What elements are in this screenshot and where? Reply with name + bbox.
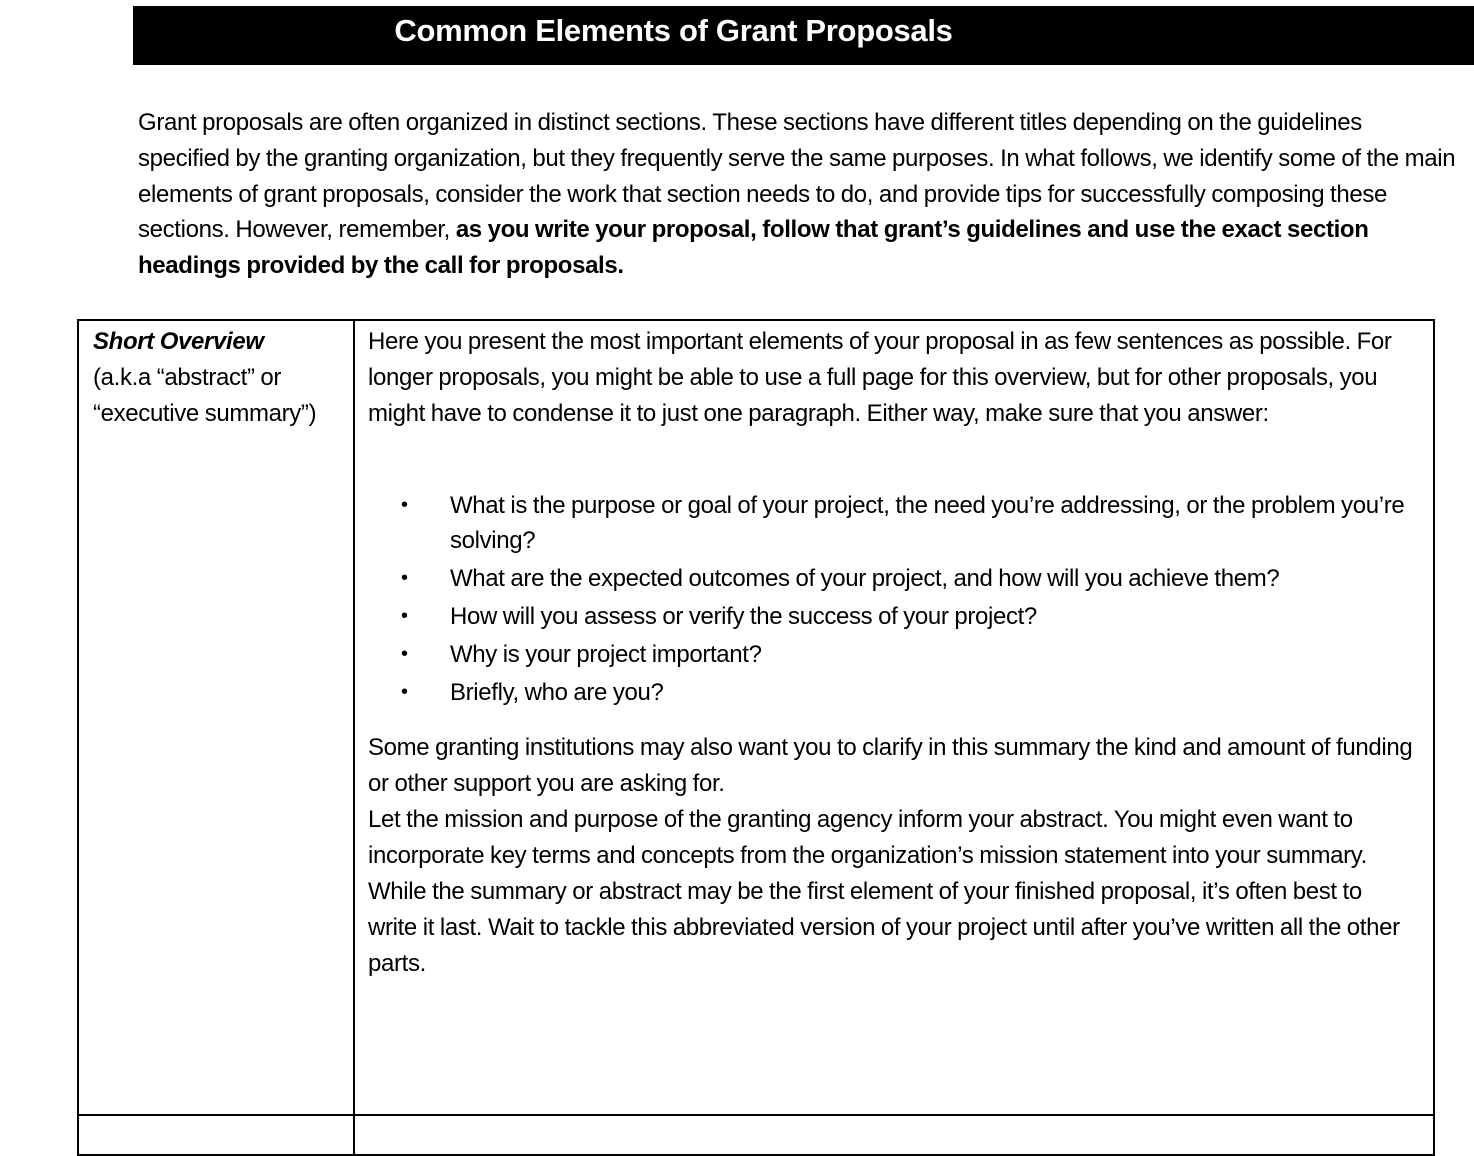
section-subtitle: (a.k.a “abstract” or “executive summary”) <box>93 364 317 427</box>
section-content-cell <box>354 1115 1434 1155</box>
bullet-icon: • <box>401 643 408 665</box>
table-row-next <box>78 1115 1434 1155</box>
paragraph-block <box>368 730 1413 982</box>
question-list <box>368 488 1413 710</box>
list-item-text: Why is your project important? <box>450 641 762 668</box>
intro-emphasis: as you write your proposal, follow that grant’s guidelines and use the exact section headings provided by the call for proposals. <box>138 216 1369 280</box>
list-item-text: How will you assess or verify the success of your project? <box>450 603 1037 630</box>
list-item <box>368 599 1413 634</box>
title-banner <box>133 6 1474 65</box>
table-row-short-overview <box>78 320 1434 1115</box>
list-item-text: What is the purpose or goal of your project, the need you’re addressing, or the problem you’re solving? <box>450 492 1405 554</box>
list-item <box>368 488 1413 558</box>
list-item <box>368 637 1413 672</box>
bullet-icon: • <box>401 681 408 703</box>
section-label-cell <box>78 1115 354 1155</box>
spacer <box>368 432 1413 468</box>
list-item <box>368 675 1413 710</box>
bullet-icon: • <box>401 605 408 627</box>
list-item-text: Briefly, who are you? <box>450 679 664 706</box>
list-item <box>368 561 1413 596</box>
paragraph-funding: Some granting institutions may also want you to clarify in this summary the kind and amount of funding or other support you are asking for. <box>368 734 1413 797</box>
paragraph-mission: Let the mission and purpose of the granting agency inform your abstract. You might even want to incorporate key terms and concepts from the organization’s mission statement into your summary. <box>368 806 1367 869</box>
section-content-cell <box>354 320 1434 1115</box>
section-title: Short Overview <box>93 328 264 355</box>
section-intro: Here you present the most important elements of your proposal in as few sentences as possible. For longer proposals, you might be able to use a full page for this overview, but for other proposals, you might have to condense it to just one paragraph. Either way, make sure that you answer: <box>368 328 1392 427</box>
intro-text: Grant proposals are often organized in distinct sections. These sections have different titles depending on the guidelines specified by the granting organization, but they frequently serve the same purposes. In what follows, we identify some of the main elements of grant proposals, consider the work that section needs to do, and provide tips for successfully composing these sections. However, remember, <box>138 109 1456 244</box>
grant-elements-table <box>77 319 1435 1156</box>
intro-paragraph <box>138 105 1458 284</box>
bullet-icon: • <box>401 494 408 516</box>
bullet-icon: • <box>401 567 408 589</box>
section-label-cell <box>78 320 354 1115</box>
paragraph-write-last: While the summary or abstract may be the first element of your finished proposal, it’s often best to write it last. Wait to tackle this abbreviated version of your project until after you’ve written all the other parts. <box>368 878 1400 977</box>
page-title: Common Elements of Grant Proposals <box>394 12 953 48</box>
list-item-text: What are the expected outcomes of your project, and how will you achieve them? <box>450 565 1280 592</box>
